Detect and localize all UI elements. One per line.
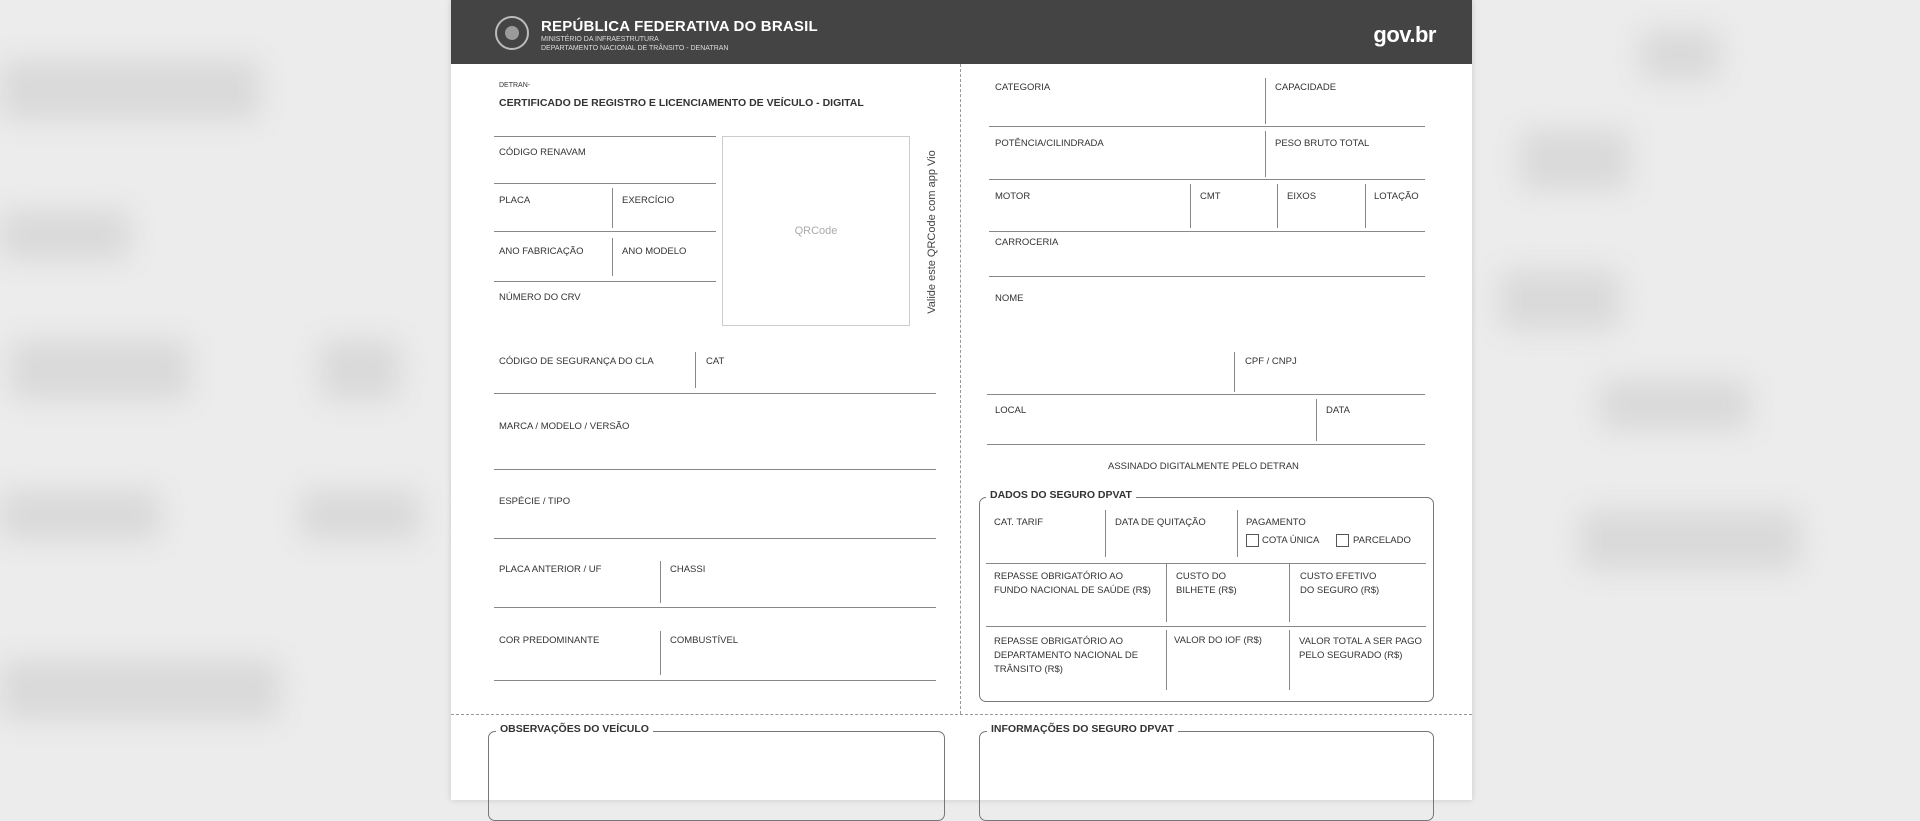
rule	[1166, 564, 1167, 622]
cmt-label: CMT	[1200, 191, 1221, 202]
cota-unica-label: COTA ÚNICA	[1262, 535, 1320, 546]
rule	[989, 179, 1425, 180]
rule	[494, 281, 716, 282]
valor-total-line1: VALOR TOTAL A SER PAGO	[1299, 636, 1422, 647]
peso-bruto-label: PESO BRUTO TOTAL	[1275, 138, 1370, 149]
rule	[494, 231, 716, 232]
rule	[989, 276, 1425, 277]
rule	[494, 136, 716, 137]
potencia-label: POTÊNCIA/CILINDRADA	[995, 138, 1104, 149]
detran-label: DETRAN-	[499, 82, 531, 89]
cat-tarif-label: CAT. TARIF	[994, 517, 1044, 528]
pagamento-label: PAGAMENTO	[1246, 517, 1306, 528]
rule	[1289, 630, 1290, 690]
qrcode-text: QRCode	[794, 225, 838, 237]
cpf-cnpj-label: CPF / CNPJ	[1245, 356, 1297, 367]
dpvat-box-title: DADOS DO SEGURO DPVAT	[986, 489, 1136, 501]
rule	[1237, 510, 1238, 557]
motor-label: MOTOR	[995, 191, 1031, 202]
informacoes-dpvat-title: INFORMAÇÕES DO SEGURO DPVAT	[987, 723, 1178, 735]
document-title: CERTIFICADO DE REGISTRO E LICENCIAMENTO DE VEÍCULO - DIGITAL	[499, 97, 864, 109]
custo-bilhete-line1: CUSTO DO	[1176, 571, 1226, 582]
repasse-fns-label	[994, 570, 1151, 598]
rule	[1234, 352, 1235, 392]
eixos-label: EIXOS	[1287, 191, 1317, 202]
capacidade-label: CAPACIDADE	[1275, 82, 1337, 93]
parcelado-label: PARCELADO	[1353, 535, 1411, 546]
codigo-seguranca-label: CÓDIGO DE SEGURANÇA DO CLA	[499, 356, 654, 367]
repasse-denatran-line2: DEPARTAMENTO NACIONAL DE	[994, 650, 1139, 661]
rule	[494, 469, 936, 470]
qrcode-placeholder	[722, 136, 910, 326]
ano-modelo-label: ANO MODELO	[622, 246, 687, 257]
informacoes-dpvat-box	[979, 723, 1434, 821]
valor-iof-label: VALOR DO IOF (R$)	[1174, 635, 1262, 646]
custo-efetivo-label	[1300, 570, 1379, 598]
assinado-digitalmente-text: ASSINADO DIGITALMENTE PELO DETRAN	[1108, 461, 1299, 472]
rule	[660, 561, 661, 603]
carroceria-label: CARROCERIA	[995, 237, 1059, 248]
rule	[612, 238, 613, 276]
rule	[987, 444, 1425, 445]
lotacao-label: LOTAÇÃO	[1374, 191, 1419, 202]
center-dashed-divider	[960, 64, 961, 714]
custo-bilhete-label	[1176, 570, 1237, 598]
data-quitacao-label: DATA DE QUITAÇÃO	[1115, 517, 1206, 528]
cota-unica-checkbox[interactable]	[1246, 534, 1259, 547]
data-label: DATA	[1326, 405, 1350, 416]
codigo-renavam-label: CÓDIGO RENAVAM	[499, 147, 586, 158]
rule	[987, 394, 1425, 395]
rule	[986, 563, 1426, 564]
header-title: REPÚBLICA FEDERATIVA DO BRASIL	[541, 18, 818, 35]
rule	[1166, 630, 1167, 690]
rule	[986, 626, 1426, 627]
placa-anterior-label: PLACA ANTERIOR / UF	[499, 564, 602, 575]
valor-total-line2: PELO SEGURADO (R$)	[1299, 650, 1403, 661]
exercicio-label: EXERCÍCIO	[622, 195, 675, 206]
observacoes-title: OBSERVAÇÕES DO VEÍCULO	[496, 723, 653, 735]
repasse-fns-line1: REPASSE OBRIGATÓRIO AO	[994, 571, 1123, 582]
rule	[1277, 184, 1278, 228]
repasse-fns-line2: FUNDO NACIONAL DE SAÚDE (R$)	[994, 585, 1151, 596]
repasse-denatran-line3: TRÂNSITO (R$)	[994, 664, 1063, 675]
numero-crv-label: NÚMERO DO CRV	[499, 292, 581, 303]
rule	[1289, 564, 1290, 622]
coat-of-arms-icon	[495, 16, 529, 50]
observacoes-box	[488, 723, 945, 821]
custo-efetivo-line2: DO SEGURO (R$)	[1300, 585, 1380, 596]
especie-tipo-label: ESPÉCIE / TIPO	[499, 496, 571, 507]
document-page	[451, 0, 1472, 800]
ano-fabricacao-label: ANO FABRICAÇÃO	[499, 246, 584, 257]
rule	[494, 393, 936, 394]
rule	[1190, 184, 1191, 228]
rule	[989, 231, 1425, 232]
rule	[989, 126, 1425, 127]
header-subtitle-ministry: MINISTÉRIO DA INFRAESTRUTURA	[541, 36, 659, 43]
repasse-denatran-label	[994, 635, 1138, 677]
custo-efetivo-line1: CUSTO EFETIVO	[1300, 571, 1377, 582]
repasse-denatran-line1: REPASSE OBRIGATÓRIO AO	[994, 636, 1123, 647]
cat-label: CAT	[706, 356, 725, 367]
rule	[1365, 184, 1366, 228]
rule	[612, 188, 613, 228]
rule	[1316, 399, 1317, 441]
cor-predominante-label: COR PREDOMINANTE	[499, 635, 600, 646]
dpvat-box	[979, 489, 1434, 702]
marca-modelo-label: MARCA / MODELO / VERSÃO	[499, 421, 630, 432]
placa-label: PLACA	[499, 195, 531, 206]
valor-total-label	[1299, 635, 1422, 663]
header-subtitle-department: DEPARTAMENTO NACIONAL DE TRÂNSITO - DENATRAN	[541, 45, 729, 52]
rule	[494, 538, 936, 539]
rule	[1105, 510, 1106, 557]
gov-header	[451, 0, 1472, 64]
rule	[660, 631, 661, 675]
rule	[1265, 78, 1266, 124]
govbr-logo: gov.br	[1373, 22, 1436, 47]
rule	[494, 607, 936, 608]
rule	[494, 680, 936, 681]
nome-label: NOME	[995, 293, 1024, 304]
custo-bilhete-line2: BILHETE (R$)	[1176, 585, 1237, 596]
rule	[1265, 131, 1266, 177]
rule	[494, 183, 716, 184]
valide-qrcode-text: Valide este QRCode com app Vio	[926, 150, 938, 314]
chassi-label: CHASSI	[670, 564, 706, 575]
combustivel-label: COMBUSTÍVEL	[670, 635, 739, 646]
parcelado-checkbox[interactable]	[1336, 534, 1349, 547]
categoria-label: CATEGORIA	[995, 82, 1051, 93]
rule	[695, 352, 696, 388]
local-label: LOCAL	[995, 405, 1027, 416]
fold-dashed-divider	[451, 714, 1472, 715]
